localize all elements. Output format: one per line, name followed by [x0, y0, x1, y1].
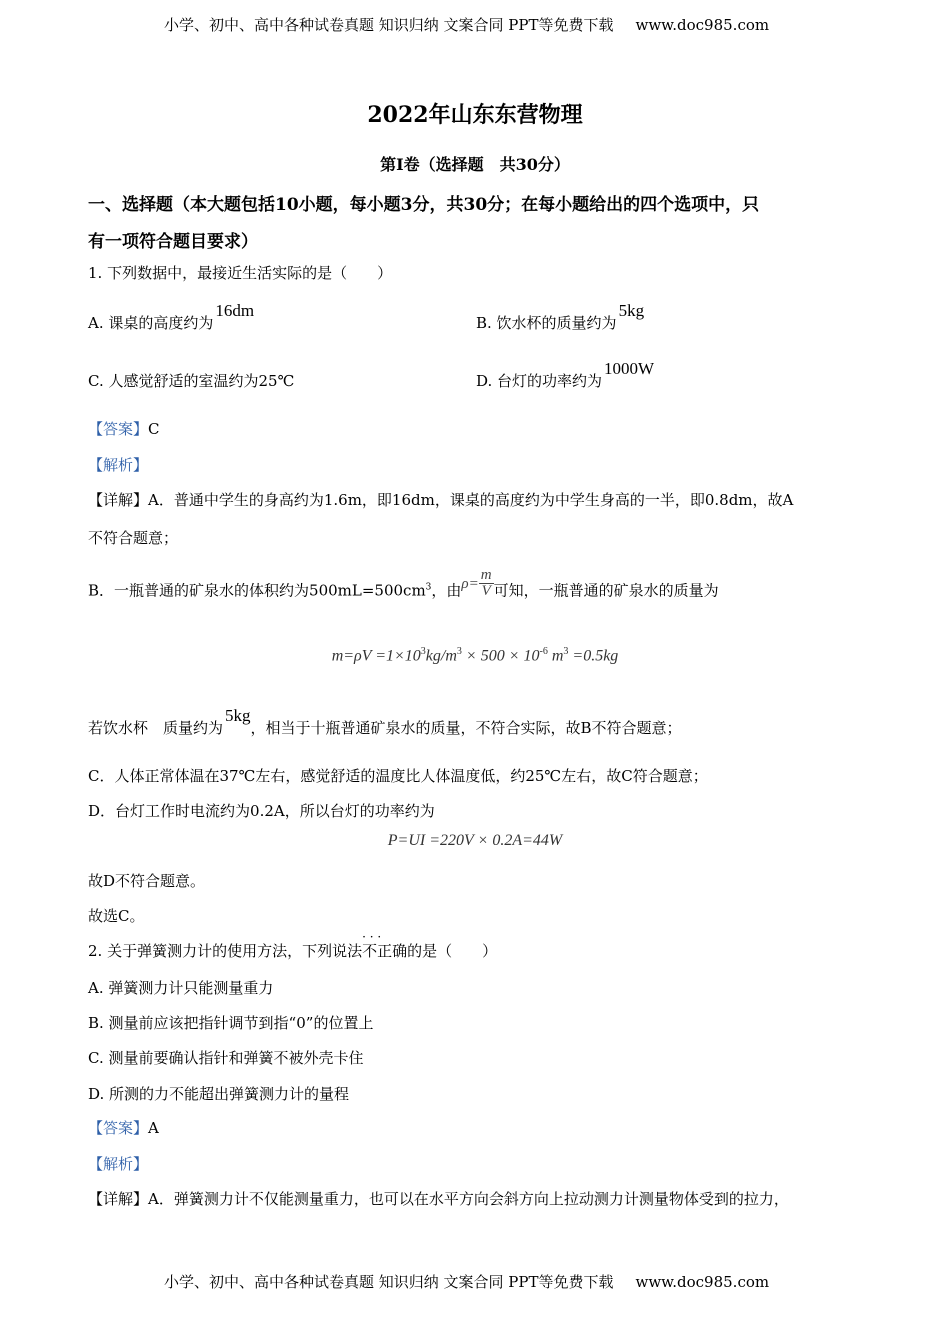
q1-detail-b-mid: ，由: [431, 581, 462, 600]
q2-stem-emphasis: · · · 不正确: [362, 942, 407, 960]
q2-answer: [88, 1117, 159, 1138]
q1-option-a: [88, 301, 255, 333]
formula-exp: -6: [539, 646, 548, 657]
q1-detail-a-text: A．普通中学生的身高约为1.6m，即16dm，课桌的高度约为中学生身高的一半，即0.8dm，故A: [148, 491, 794, 509]
header-text: 小学、初中、高中各种试卷真题 知识归纳 文案合同 PPT等免费下载: [164, 16, 614, 34]
rho-symbol: ρ=: [461, 575, 479, 592]
q1-conclusion: 故选C。: [88, 907, 145, 925]
density-fraction: [479, 568, 494, 599]
formula-part: m: [547, 647, 564, 665]
answer-label: 【答案】: [88, 420, 149, 438]
formula-exp: 3: [420, 646, 426, 657]
page-subtitle: 第Ⅰ卷（选择题 共30分）: [380, 155, 570, 174]
q1-stem: 1. 下列数据中，最接近生活实际的是（ ）: [88, 264, 393, 282]
formula-part: kg/m: [425, 647, 457, 665]
q1-detail-b-sup: 3: [425, 582, 432, 593]
footer-text: 小学、初中、高中各种试卷真题 知识归纳 文案合同 PPT等免费下载: [164, 1273, 614, 1291]
q1-detail-b2: [88, 706, 682, 738]
q1-formula-power: P=UI =220V × 0.2A=44W: [387, 832, 563, 849]
section-heading-line1: 一、选择题（本大题包括10小题，每小题3分，共30分；在每小题给出的四个选项中，只: [88, 195, 760, 215]
q1-detail-b2-value: 5kg: [225, 706, 251, 725]
q2-answer-value: A: [148, 1119, 159, 1137]
q2-option-d: D. 所测的力不能超出弹簧测力计的量程: [88, 1085, 350, 1103]
q1-option-b: [476, 301, 645, 333]
q1-detail-a-cont: 不符合题意；: [88, 529, 179, 547]
formula-part: =0.5kg: [568, 647, 619, 665]
q1-analysis-label: 【解析】: [88, 456, 149, 474]
q1-detail-a: [88, 489, 793, 510]
q1-detail-b-post: 可知，一瓶普通的矿泉水的质量为: [493, 581, 719, 600]
q1-option-a-text: A. 课桌的高度约为: [88, 314, 214, 332]
q2-stem: [88, 940, 497, 961]
formula-part: m=ρV =1×10: [331, 647, 421, 665]
q2-stem-pre: 2. 关于弹簧测力计的使用方法，下列说法: [88, 942, 363, 960]
q2-stem-post: 的是（ ）: [407, 942, 498, 960]
q1-detail-b2-pre: 若饮水杯 质量约为: [88, 719, 224, 737]
q1-detail-d2: 故D不符合题意。: [88, 872, 206, 890]
q1-option-d-text: D. 台灯的功率约为: [476, 372, 603, 390]
q1-option-d-value: 1000W: [604, 359, 655, 378]
q1-option-b-text: B. 饮水杯的质量约为: [476, 314, 617, 332]
q1-option-c: C. 人感觉舒适的室温约为25℃: [88, 372, 295, 390]
q2-detail-a: [88, 1188, 789, 1209]
q1-detail-d: D．台灯工作时电流约为0.2A，所以台灯的功率约为: [88, 802, 435, 820]
q2-option-c: C. 测量前要确认指针和弹簧不被外壳卡住: [88, 1049, 364, 1067]
detail-label: 【详解】: [88, 491, 149, 509]
q2-option-a: A. 弹簧测力计只能测量重力: [88, 979, 274, 997]
page-footer: [164, 1271, 769, 1292]
formula-part: × 500 × 10: [461, 647, 540, 665]
q1-formula-mass: [0, 646, 950, 665]
q2-detail-a-text: A．弹簧测力计不仅能测量重力，也可以在水平方向会斜方向上拉动测力计测量物体受到的拉力，: [148, 1190, 789, 1208]
q1-option-a-value: 16dm: [215, 301, 255, 320]
q1-detail-b2-post: ，相当于十瓶普通矿泉水的质量，不符合实际，故B不符合题意；: [250, 719, 682, 737]
fraction-numerator: m: [480, 567, 492, 583]
q1-option-d: [476, 359, 655, 391]
answer-label: 【答案】: [88, 1119, 149, 1137]
q2-analysis-label: 【解析】: [88, 1155, 149, 1173]
page-title: 2022年山东东营物理: [367, 102, 583, 128]
q1-option-b-value: 5kg: [618, 301, 645, 320]
q1-detail-c: C．人体正常体温在37℃左右，感觉舒适的温度比人体温度低，约25℃左右，故C符合题意；: [88, 767, 708, 785]
fraction-denominator: V: [481, 583, 491, 599]
footer-site-link[interactable]: www.doc985.com: [635, 1273, 770, 1291]
page-header: [164, 14, 769, 35]
header-site-link[interactable]: www.doc985.com: [635, 16, 770, 34]
q1-answer: [88, 418, 160, 439]
q1-answer-value: C: [148, 420, 160, 438]
section-heading-line2: 有一项符合题目要求）: [88, 232, 258, 252]
formula-exp: 3: [456, 646, 462, 657]
detail-label: 【详解】: [88, 1190, 149, 1208]
q1-detail-b-pre: B．一瓶普通的矿泉水的体积约为500mL=500cm: [88, 581, 426, 600]
q2-option-b: B. 测量前应该把指针调节到指“0”的位置上: [88, 1014, 374, 1032]
formula-exp: 3: [563, 646, 569, 657]
q1-detail-b: [88, 567, 719, 607]
